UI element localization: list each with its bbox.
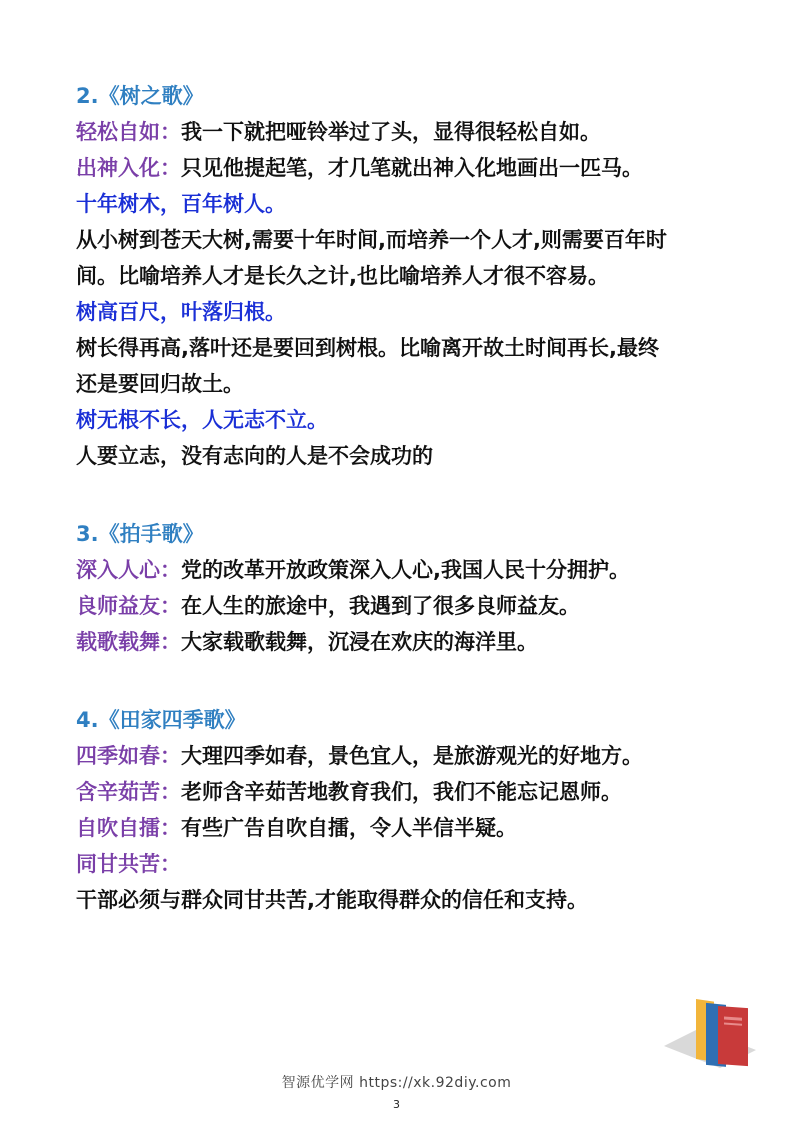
idiom-example: 在人生的旅途中，我遇到了很多良师益友。 <box>181 594 580 618</box>
idiom-term: 轻松自如： <box>76 120 181 144</box>
idiom-example: 我一下就把哑铃举过了头，显得很轻松自如。 <box>181 120 601 144</box>
idiom-example: 老师含辛茹苦地教育我们，我们不能忘记恩师。 <box>181 780 622 804</box>
idiom-line <box>76 738 726 774</box>
proverb-title: 树高百尺，叶落归根。 <box>76 300 286 324</box>
proverb-explanation-line: 间。比喻培养人才是长久之计,也比喻培养人才很不容易。 <box>76 264 609 288</box>
idiom-line <box>76 150 726 186</box>
idiom-example: 有些广告自吹自擂，令人半信半疑。 <box>181 816 517 840</box>
proverb-explanation-line: 还是要回归故土。 <box>76 372 244 396</box>
idiom-line <box>76 846 726 882</box>
idiom-example: 大家载歌载舞，沉浸在欢庆的海洋里。 <box>181 630 538 654</box>
idiom-example: 党的改革开放政策深入人心,我国人民十分拥护。 <box>181 558 630 582</box>
idiom-example: 大理四季如春，景色宜人，是旅游观光的好地方。 <box>181 744 643 768</box>
proverb-title: 树无根不长，人无志不立。 <box>76 408 328 432</box>
page-content <box>76 78 726 918</box>
idiom-term: 含辛茹苦： <box>76 780 181 804</box>
proverb-explanation-line: 人要立志，没有志向的人是不会成功的 <box>76 444 433 468</box>
section-title: 4.《田家四季歌》 <box>76 708 246 732</box>
idiom-example: 只见他提起笔，才几笔就出神入化地画出一匹马。 <box>181 156 643 180</box>
page-number: 3 <box>393 1098 400 1111</box>
proverb-explanation-line: 从小树到苍天大树,需要十年时间,而培养一个人才,则需要百年时 <box>76 228 667 252</box>
books-icon <box>660 988 760 1068</box>
idiom-term: 深入人心： <box>76 558 181 582</box>
section-title: 3.《拍手歌》 <box>76 522 204 546</box>
idiom-term: 载歌载舞： <box>76 630 181 654</box>
proverb-title: 十年树木，百年树人。 <box>76 192 286 216</box>
idiom-line <box>76 588 726 624</box>
section-gap <box>76 474 726 516</box>
idiom-line <box>76 624 726 660</box>
idiom-example-continued: 干部必须与群众同甘共苦,才能取得群众的信任和支持。 <box>76 888 588 912</box>
idiom-term: 自吹自擂： <box>76 816 181 840</box>
footer-watermark: 智源优学网 https://xk.92diy.com <box>281 1075 512 1091</box>
idiom-line <box>76 552 726 588</box>
idiom-term: 四季如春： <box>76 744 181 768</box>
proverb-explanation-line: 树长得再高,落叶还是要回到树根。比喻离开故土时间再长,最终 <box>76 336 659 360</box>
idiom-term: 良师益友： <box>76 594 181 618</box>
idiom-term: 同甘共苦： <box>76 852 181 876</box>
idiom-line <box>76 774 726 810</box>
idiom-term: 出神入化： <box>76 156 181 180</box>
section-gap <box>76 660 726 702</box>
idiom-line <box>76 114 726 150</box>
idiom-line <box>76 810 726 846</box>
section-title: 2.《树之歌》 <box>76 84 204 108</box>
